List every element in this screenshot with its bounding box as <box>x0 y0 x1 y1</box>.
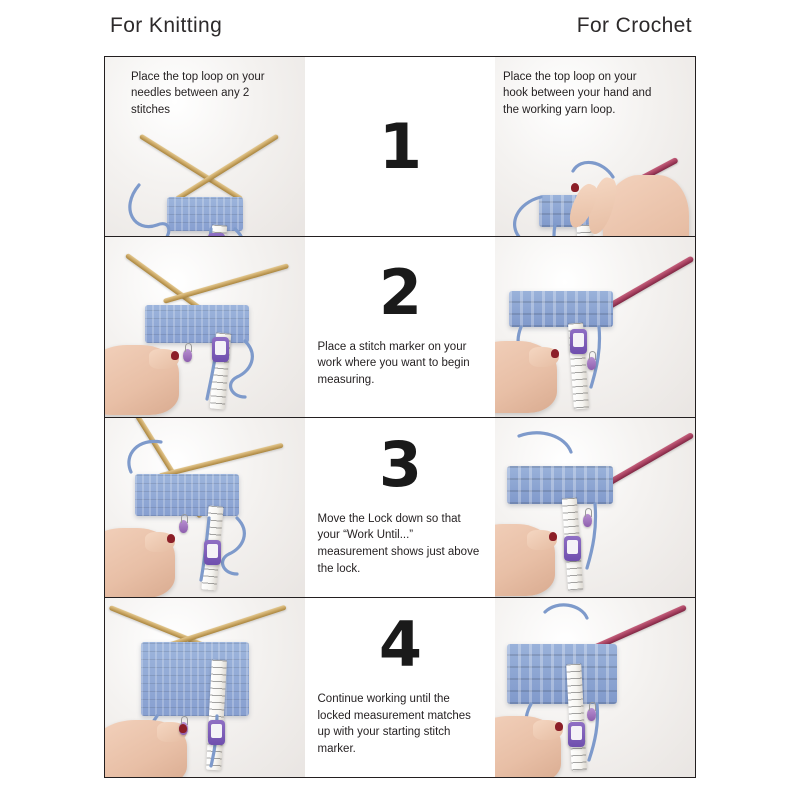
knit-swatch <box>141 642 249 716</box>
step-number-cell <box>305 418 495 597</box>
photo-illustration <box>495 598 695 777</box>
step-caption-knitting: Place the top loop on your needles between any 2 stitches <box>131 71 265 116</box>
step-instruction: Place a stitch marker on your work where you want to begin measuring. <box>317 340 470 387</box>
step-number-cell <box>305 57 495 236</box>
tape-lock-marker <box>204 540 221 565</box>
step-number: 4 <box>378 608 422 682</box>
column-header-crochet: For Crochet <box>576 14 692 37</box>
step-number-cell <box>305 598 495 777</box>
photo-crochet-step-2 <box>495 237 695 416</box>
stitch-marker <box>587 708 596 721</box>
fingernail <box>551 349 559 358</box>
crochet-swatch <box>507 466 613 504</box>
steps-table <box>104 56 696 778</box>
tape-lock-marker <box>564 536 581 561</box>
photo-knitting-step-3 <box>105 418 305 597</box>
photo-crochet-step-1 <box>495 57 695 236</box>
step-instruction: Continue working until the locked measurement matches up with your starting stitch marker. <box>317 692 471 755</box>
step-number-cell <box>305 237 495 416</box>
step-instruction: Move the Lock down so that your “Work Until...” measurement shows just above the lock. <box>317 512 480 575</box>
fingernail <box>571 183 579 192</box>
tape-lock-marker <box>208 233 225 236</box>
crochet-swatch <box>507 644 617 704</box>
photo-crochet-step-4 <box>495 598 695 777</box>
step-number: 2 <box>378 255 422 329</box>
photo-knitting-step-4 <box>105 598 305 777</box>
table-row <box>105 57 695 237</box>
column-header-knitting: For Knitting <box>110 14 223 37</box>
fingernail <box>167 534 175 543</box>
step-caption-crochet: Place the top loop on your hook between your hand and the working yarn loop. <box>503 71 652 116</box>
knit-swatch <box>145 305 249 343</box>
step-number: 3 <box>378 427 422 501</box>
photo-knitting-step-1 <box>105 57 305 236</box>
table-row <box>105 418 695 598</box>
stitch-marker <box>583 514 592 527</box>
tape-lock-marker <box>568 722 585 747</box>
photo-crochet-step-3 <box>495 418 695 597</box>
fingernail <box>555 722 563 731</box>
photo-illustration <box>105 418 305 597</box>
photo-illustration <box>495 418 695 597</box>
photo-illustration <box>105 237 305 416</box>
column-headers <box>104 14 696 48</box>
photo-knitting-step-2 <box>105 237 305 416</box>
stitch-marker <box>587 357 596 370</box>
tape-lock-marker <box>208 720 225 745</box>
fingernail <box>171 351 179 360</box>
table-row <box>105 237 695 417</box>
fingernail <box>549 532 557 541</box>
table-row <box>105 598 695 777</box>
photo-illustration <box>105 598 305 777</box>
tape-lock-marker <box>212 337 229 362</box>
step-number: 1 <box>378 109 422 183</box>
crochet-swatch <box>509 291 613 327</box>
fingernail <box>179 724 187 733</box>
tape-lock-marker <box>570 329 587 354</box>
stitch-marker <box>183 349 192 362</box>
knit-swatch <box>167 197 243 231</box>
photo-illustration <box>495 237 695 416</box>
stitch-marker <box>179 520 188 533</box>
